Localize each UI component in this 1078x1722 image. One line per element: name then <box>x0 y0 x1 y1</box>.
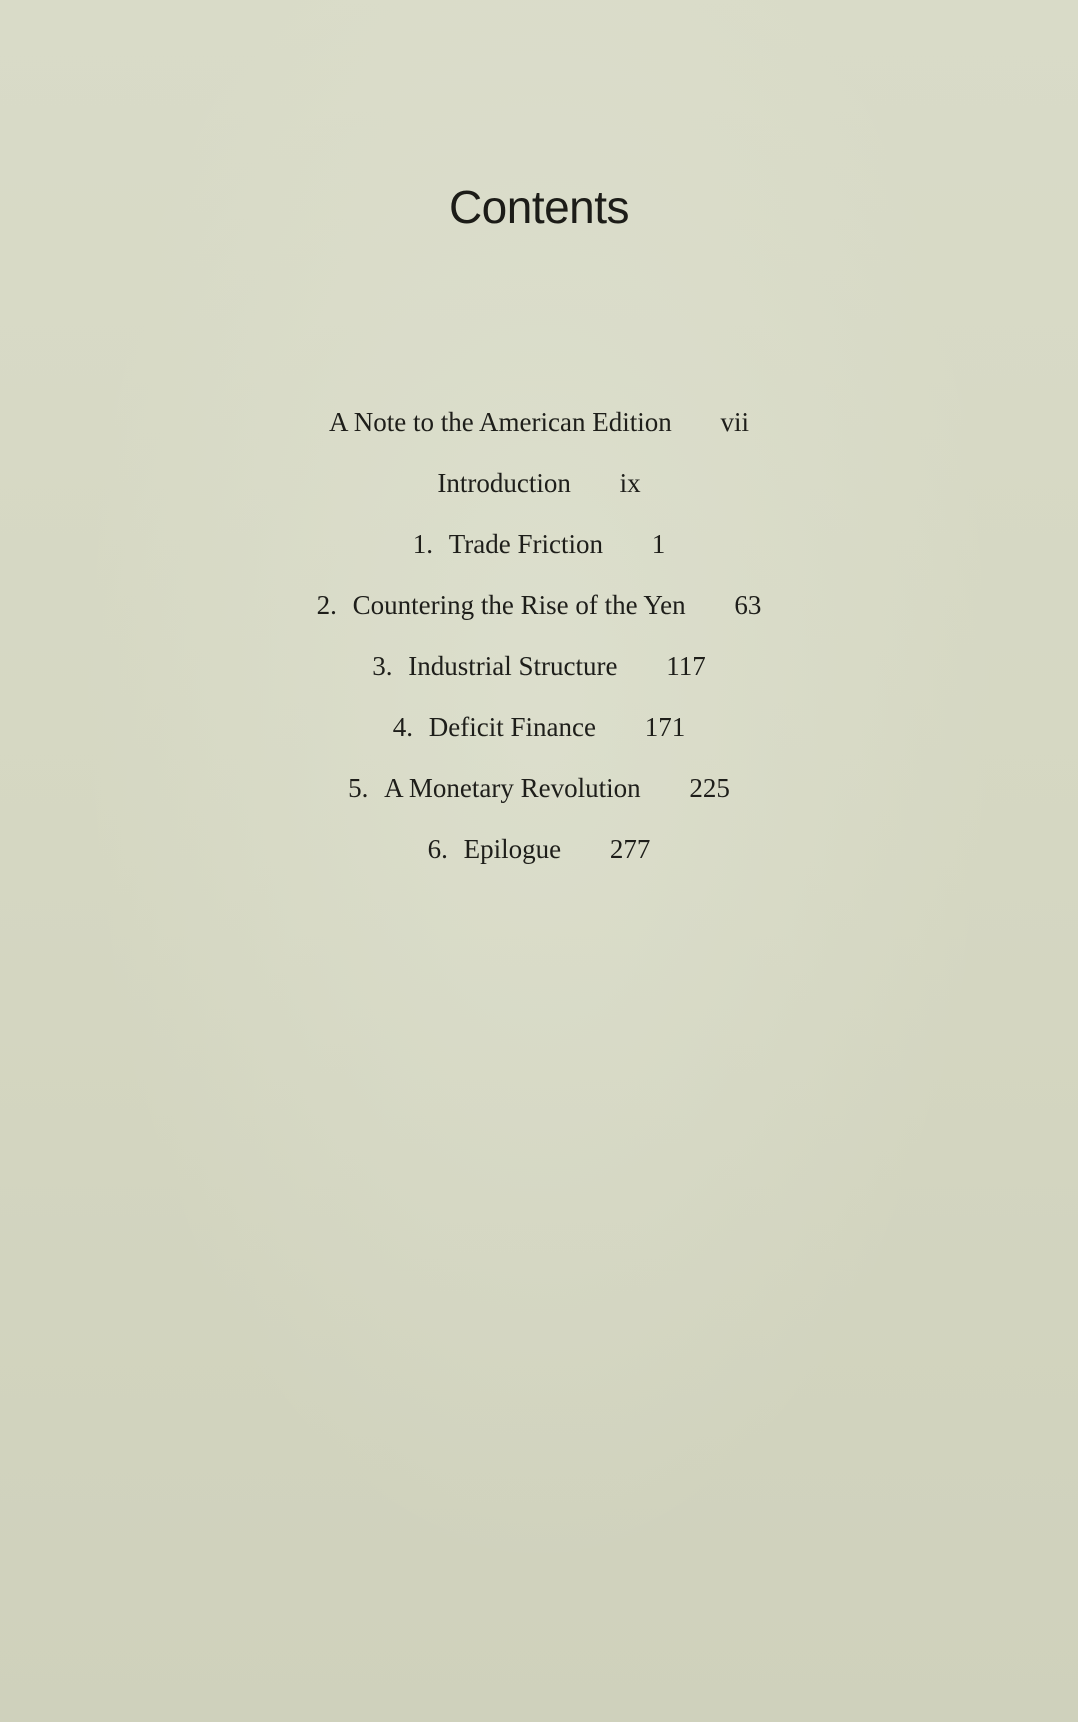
page-title: Contents <box>448 181 630 233</box>
toc-entry-title: Trade Friction <box>448 529 603 559</box>
toc-entry-page: vii <box>720 407 749 437</box>
toc-entry-page: 117 <box>666 651 706 681</box>
toc-entry-page: 277 <box>609 834 651 864</box>
toc-entry-number: 3 . <box>372 642 392 690</box>
toc-entry-introduction <box>0 459 1078 520</box>
toc-entry-number: 2 . <box>317 581 337 629</box>
toc-entry-title: A Note to the American Edition <box>329 407 672 437</box>
toc-entry-title: Epilogue <box>463 834 562 864</box>
toc-entry-number: 6 . <box>428 825 448 873</box>
toc-entry-chapter-2 <box>0 581 1078 642</box>
toc-entry-title: Deficit Finance <box>428 712 596 742</box>
toc-entry-number: 5 . <box>348 764 368 812</box>
toc-entry-number: 4 . <box>393 703 413 751</box>
toc-entry-title: Countering the Rise of the Yen <box>352 590 686 620</box>
toc-entry-number: 1 . <box>413 520 433 568</box>
toc-entry-chapter-5 <box>0 764 1078 825</box>
toc-entry-page: 171 <box>644 712 686 742</box>
toc-entry-chapter-4 <box>0 703 1078 764</box>
toc-entry-page: ix <box>619 468 641 498</box>
toc-entry-chapter-1 <box>0 520 1078 581</box>
toc-entry-american-edition-note <box>0 398 1078 459</box>
toc-entry-chapter-6 <box>0 825 1078 886</box>
toc-entry-title: Industrial Structure <box>408 651 618 681</box>
toc-entry-title: Introduction <box>437 468 571 498</box>
toc-entry-page: 63 <box>734 590 762 620</box>
table-of-contents <box>0 398 1078 886</box>
toc-entry-page: 1 <box>651 529 666 559</box>
toc-entry-chapter-3 <box>0 642 1078 703</box>
toc-entry-page: 225 <box>689 773 730 803</box>
toc-entry-title: A Monetary Revolution <box>384 773 641 803</box>
